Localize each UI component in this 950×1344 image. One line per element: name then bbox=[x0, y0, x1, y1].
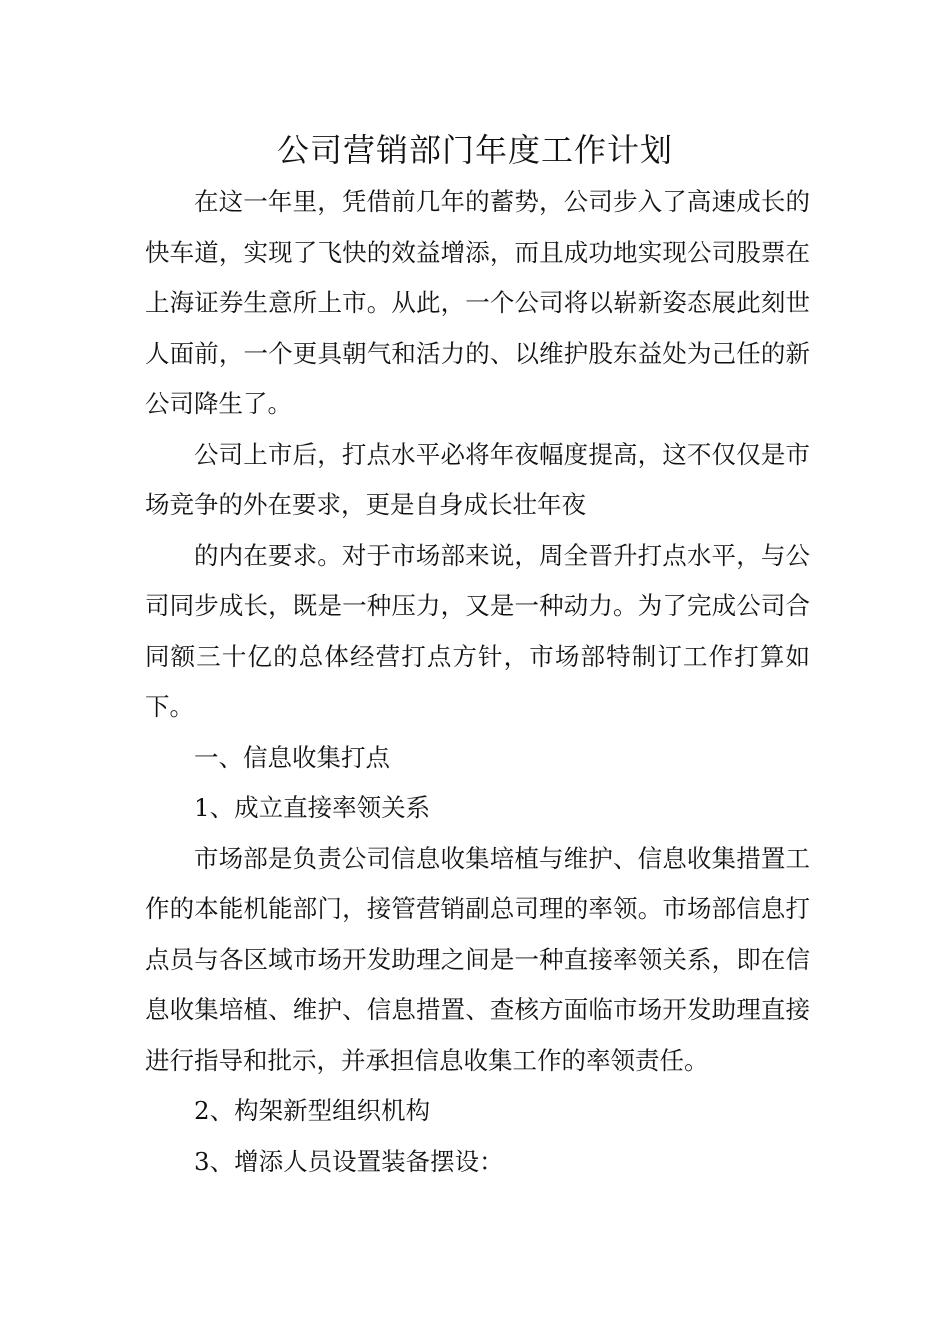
paragraph-listing: 公司上市后，打点水平必将年夜幅度提高，这不仅仅是市场竞争的外在要求，更是自身成长壮年夜 bbox=[145, 439, 810, 519]
subheading-staffing: 3、增添人员设置装备摆设： bbox=[194, 1146, 504, 1176]
section-heading-info-collection: 一、信息收集打点 bbox=[194, 742, 390, 772]
document-title: 公司营销部门年度工作计划 bbox=[276, 131, 673, 169]
subheading-organization: 2、构架新型组织机构 bbox=[194, 1096, 431, 1125]
document-body bbox=[145, 177, 810, 1187]
paragraph-market-dept: 的内在要求。对于市场部来说，周全晋升打点水平，与公司同步成长，既是一种压力，又是一种动力。为了完成公司合同额三十亿的总体经营打点方针，市场部特制订工作打算如下。 bbox=[145, 540, 810, 721]
subheading-leadership: 1、成立直接率领关系 bbox=[194, 793, 431, 822]
paragraph-leadership: 市场部是负责公司信息收集培植与维护、信息收集措置工作的本能机能部门，接管营销副总司理的率领。市场部信息打点员与各区域市场开发助理之间是一种直接率领关系，即在信息收集培植、维护、信息措置、查核方面临市场开发助理直接进行指导和批示，并承担信息收集工作的率领责任。 bbox=[145, 843, 810, 1075]
paragraph-intro: 在这一年里，凭借前几年的蓄势，公司步入了高速成长的快车道，实现了飞快的效益增添，而且成功地实现公司股票在上海证券生意所上市。从此，一个公司将以崭新姿态展此刻世人面前，一个更具朝气和活力的、以维护股东益处为己任的新公司降生了。 bbox=[145, 187, 810, 418]
